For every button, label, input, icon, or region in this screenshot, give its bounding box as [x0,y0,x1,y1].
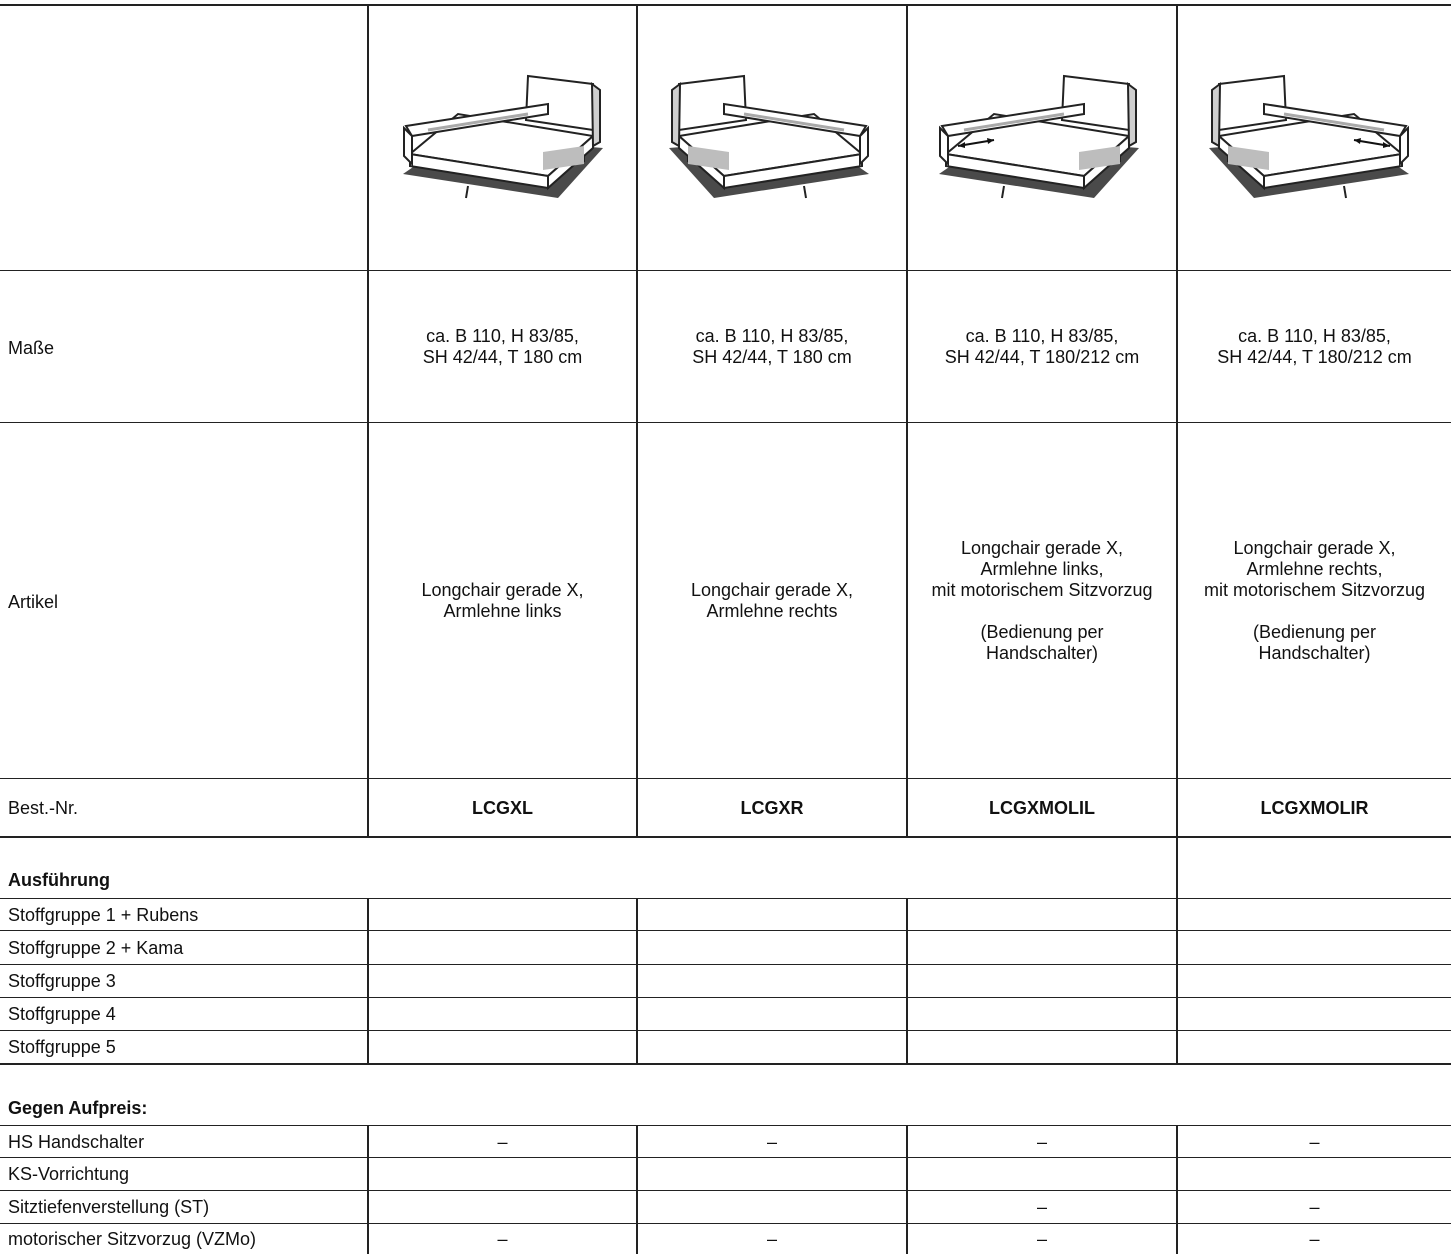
ausf-divider-2 [636,898,638,1065]
ausf-row-2-label: Stoffgruppe 2 + Kama [8,937,184,958]
rule-ausf-bottom [0,1063,1451,1065]
auf-row-4-cell-4: – [1309,1228,1320,1249]
bestnr-cell-4: LCGXMOLIR [1260,797,1369,818]
longchair-motor-armrest-left-icon [934,66,1144,202]
auf-row-4-cell-2: – [766,1228,777,1249]
ausf-divider-1 [367,898,369,1065]
ausf-divider-3 [906,898,908,1065]
rule-ausf-1 [0,930,1451,931]
auf-row-1-label: HS Handschalter [8,1131,145,1152]
artikel-cell-2: Longchair gerade X, Armlehne rechts [690,580,854,621]
artikel-cell-1: Longchair gerade X, Armlehne links [421,580,584,621]
ausf-row-5-label: Stoffgruppe 5 [8,1036,116,1057]
masse-label: Maße [8,337,55,358]
longchair-motor-armrest-right-icon [1204,66,1414,202]
rule-ausf-top [0,898,1451,899]
rule-after-masse [0,422,1451,423]
artikel-cell-4: Longchair gerade X, Armlehne rechts, mit motorischem Sitzvorzug (Bedienung per Handschalter) [1203,538,1426,663]
rule-auf-top [0,1125,1451,1126]
ausf-row-4-label: Stoffgruppe 4 [8,1003,116,1024]
ausf-row-3-label: Stoffgruppe 3 [8,970,116,991]
col-divider-4-heading [1176,838,1178,898]
aufpreis-heading: Gegen Aufpreis: [8,1097,148,1118]
bestnr-cell-3: LCGXMOLIL [989,797,1095,818]
ausf-divider-4 [1176,898,1178,1065]
bestnr-cell-2: LCGXR [740,797,804,818]
top-rule [0,4,1451,6]
masse-cell-4: ca. B 110, H 83/85, SH 42/44, T 180/212 cm [1217,326,1412,367]
rule-ausf-3 [0,997,1451,998]
rule-auf-1 [0,1157,1451,1158]
rule-after-bestnr [0,836,1451,838]
longchair-armrest-left-icon [398,66,608,202]
auf-row-4-label: motorischer Sitzvorzug (VZMo) [8,1228,257,1249]
rule-after-images [0,270,1451,271]
masse-cell-1: ca. B 110, H 83/85, SH 42/44, T 180 cm [422,326,583,367]
masse-cell-3: ca. B 110, H 83/85, SH 42/44, T 180/212 cm [944,326,1140,367]
bestnr-cell-1: LCGXL [472,797,533,818]
auf-row-3-cell-4: – [1309,1196,1320,1217]
ausf-row-1-label: Stoffgruppe 1 + Rubens [8,904,199,925]
auf-row-4-cell-3: – [1036,1228,1047,1249]
auf-row-4-cell-1: – [497,1228,508,1249]
bestnr-label: Best.-Nr. [8,797,79,818]
rule-ausf-4 [0,1030,1451,1031]
auf-row-3-cell-3: – [1036,1196,1047,1217]
auf-row-1-cell-4: – [1309,1131,1320,1152]
auf-row-1-cell-1: – [497,1131,508,1152]
rule-after-artikel [0,778,1451,779]
masse-cell-2: ca. B 110, H 83/85, SH 42/44, T 180 cm [692,326,852,367]
auf-row-1-cell-2: – [766,1131,777,1152]
auf-row-3-label: Sitztiefenverstellung (ST) [8,1196,210,1217]
ausfuehrung-heading: Ausführung [8,869,110,890]
longchair-armrest-right-icon [664,66,874,202]
artikel-label: Artikel [8,591,59,612]
auf-row-2-label: KS-Vorrichtung [8,1163,130,1184]
auf-row-1-cell-3: – [1036,1131,1047,1152]
rule-ausf-2 [0,964,1451,965]
artikel-cell-3: Longchair gerade X, Armlehne links, mit motorischem Sitzvorzug (Bedienung per Handschalter) [931,538,1153,663]
